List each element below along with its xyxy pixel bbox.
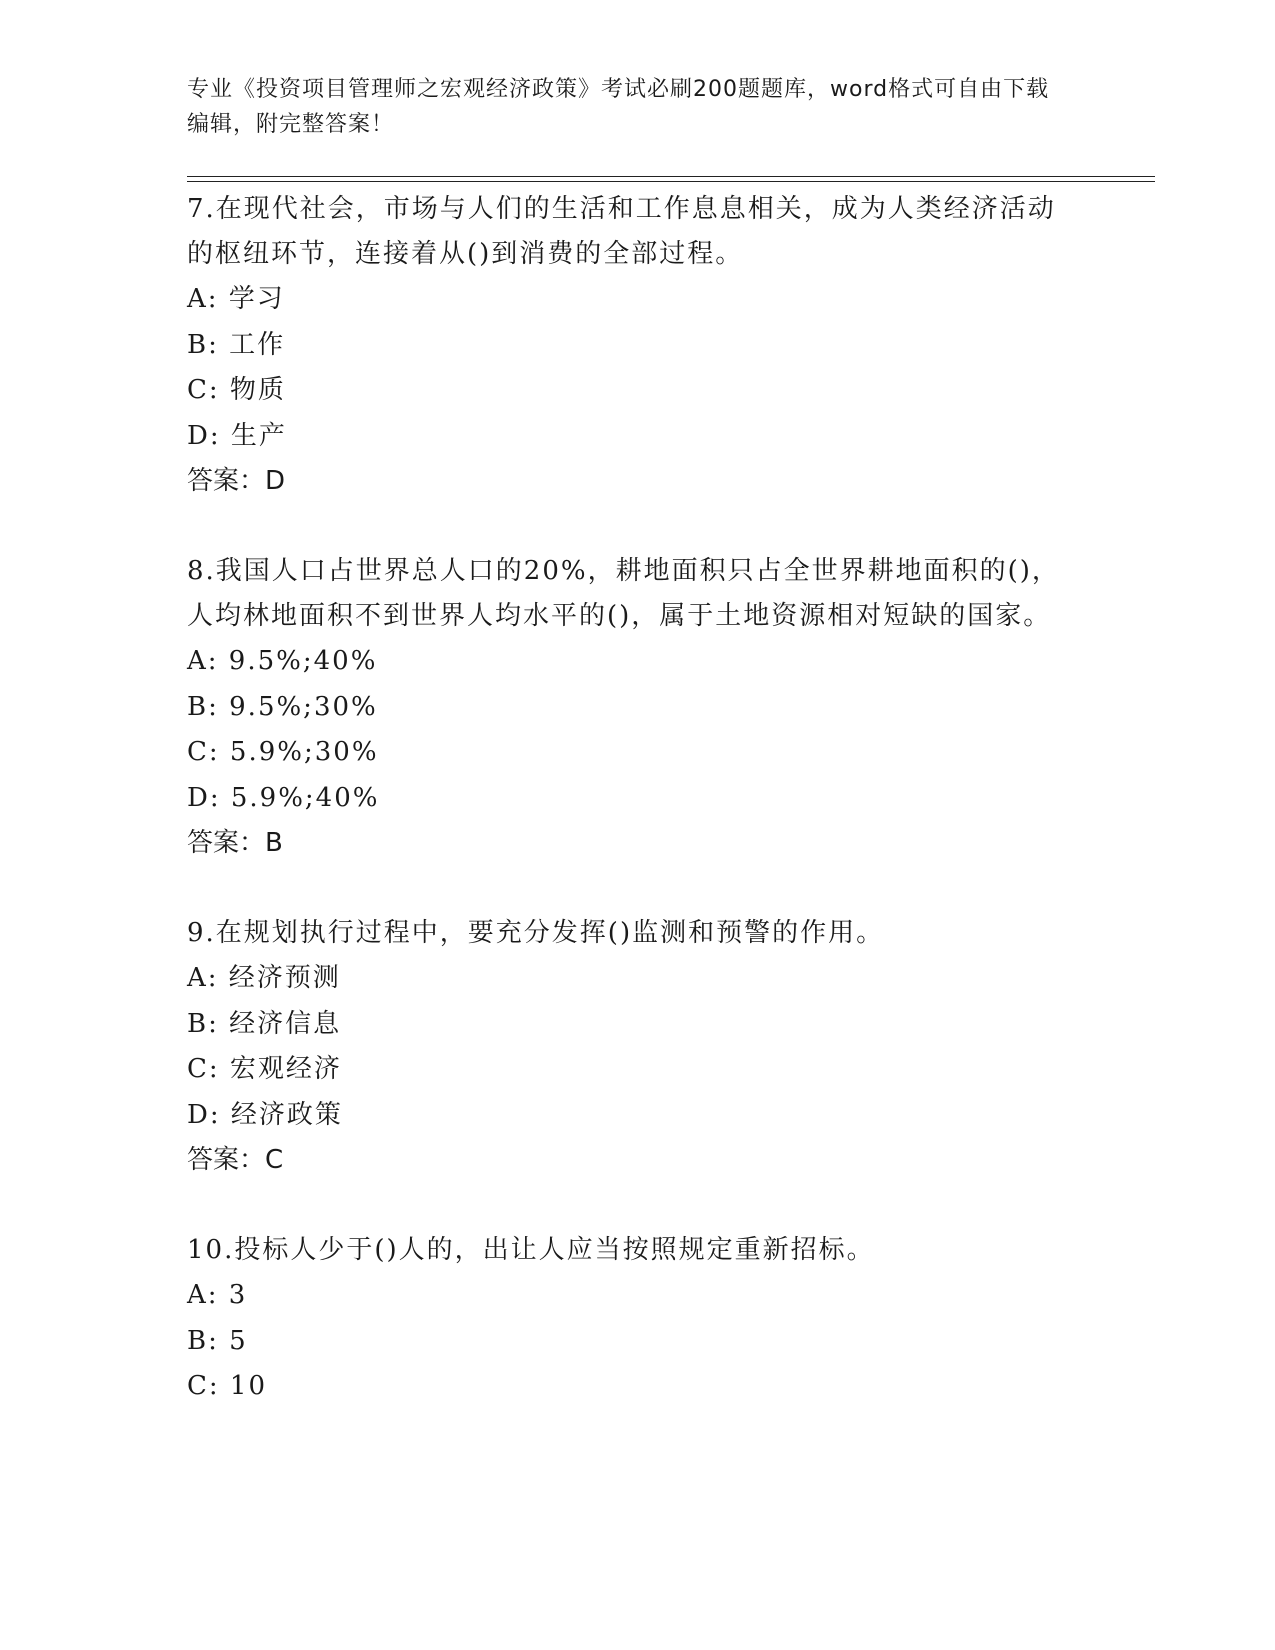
question-spacer: [187, 504, 1067, 549]
option-d: D: 经济政策: [187, 1099, 343, 1130]
option-b: B: 9.5%;30%: [187, 691, 378, 722]
option-c: C: 物质: [187, 375, 286, 405]
question-list: [187, 187, 1067, 1410]
header-divider: [187, 176, 1155, 177]
option-d: D: 5.9%;40%: [187, 782, 380, 813]
header-divider-double: [187, 181, 1155, 182]
option-b: B: 工作: [187, 329, 286, 360]
question-stem: 7.在现代社会，市场与人们的生活和工作息息相关，成为人类经济活动的枢纽环节，连接着从()到消费的全部过程。: [187, 194, 1056, 269]
answer: 答案：C: [187, 1145, 284, 1175]
question-stem: 10.投标人少于()人的，出让人应当按照规定重新招标。: [187, 1235, 875, 1265]
option-b: B: 5: [187, 1325, 248, 1356]
option-d: D: 生产: [187, 420, 287, 451]
option-b: B: 经济信息: [187, 1008, 342, 1039]
question-7: [187, 187, 1067, 504]
question-spacer: [187, 1183, 1067, 1228]
question-stem: 9.在规划执行过程中，要充分发挥()监测和预警的作用。: [187, 918, 885, 948]
answer: 答案：B: [187, 828, 283, 858]
option-c: C: 10: [187, 1371, 268, 1401]
option-c: C: 5.9%;30%: [187, 737, 379, 767]
option-a: A: 学习: [187, 284, 285, 314]
option-a: A: 经济预测: [187, 963, 341, 993]
question-10: [187, 1228, 1067, 1410]
option-a: A: 9.5%;40%: [187, 646, 378, 676]
option-c: C: 宏观经济: [187, 1054, 342, 1084]
question-9: [187, 911, 1067, 1183]
question-spacer: [187, 866, 1067, 911]
answer: 答案：D: [187, 466, 286, 496]
question-stem: 8.我国人口占世界总人口的20%，耕地面积只占全世界耕地面积的()，人均林地面积不到世界人均水平的()，属于土地资源相对短缺的国家。: [187, 556, 1060, 631]
question-8: [187, 549, 1067, 866]
document-header: 专业《投资项目管理师之宏观经济政策》考试必刷200题题库，word格式可自由下载编辑，附完整答案！: [187, 77, 1050, 137]
option-a: A: 3: [187, 1280, 248, 1310]
